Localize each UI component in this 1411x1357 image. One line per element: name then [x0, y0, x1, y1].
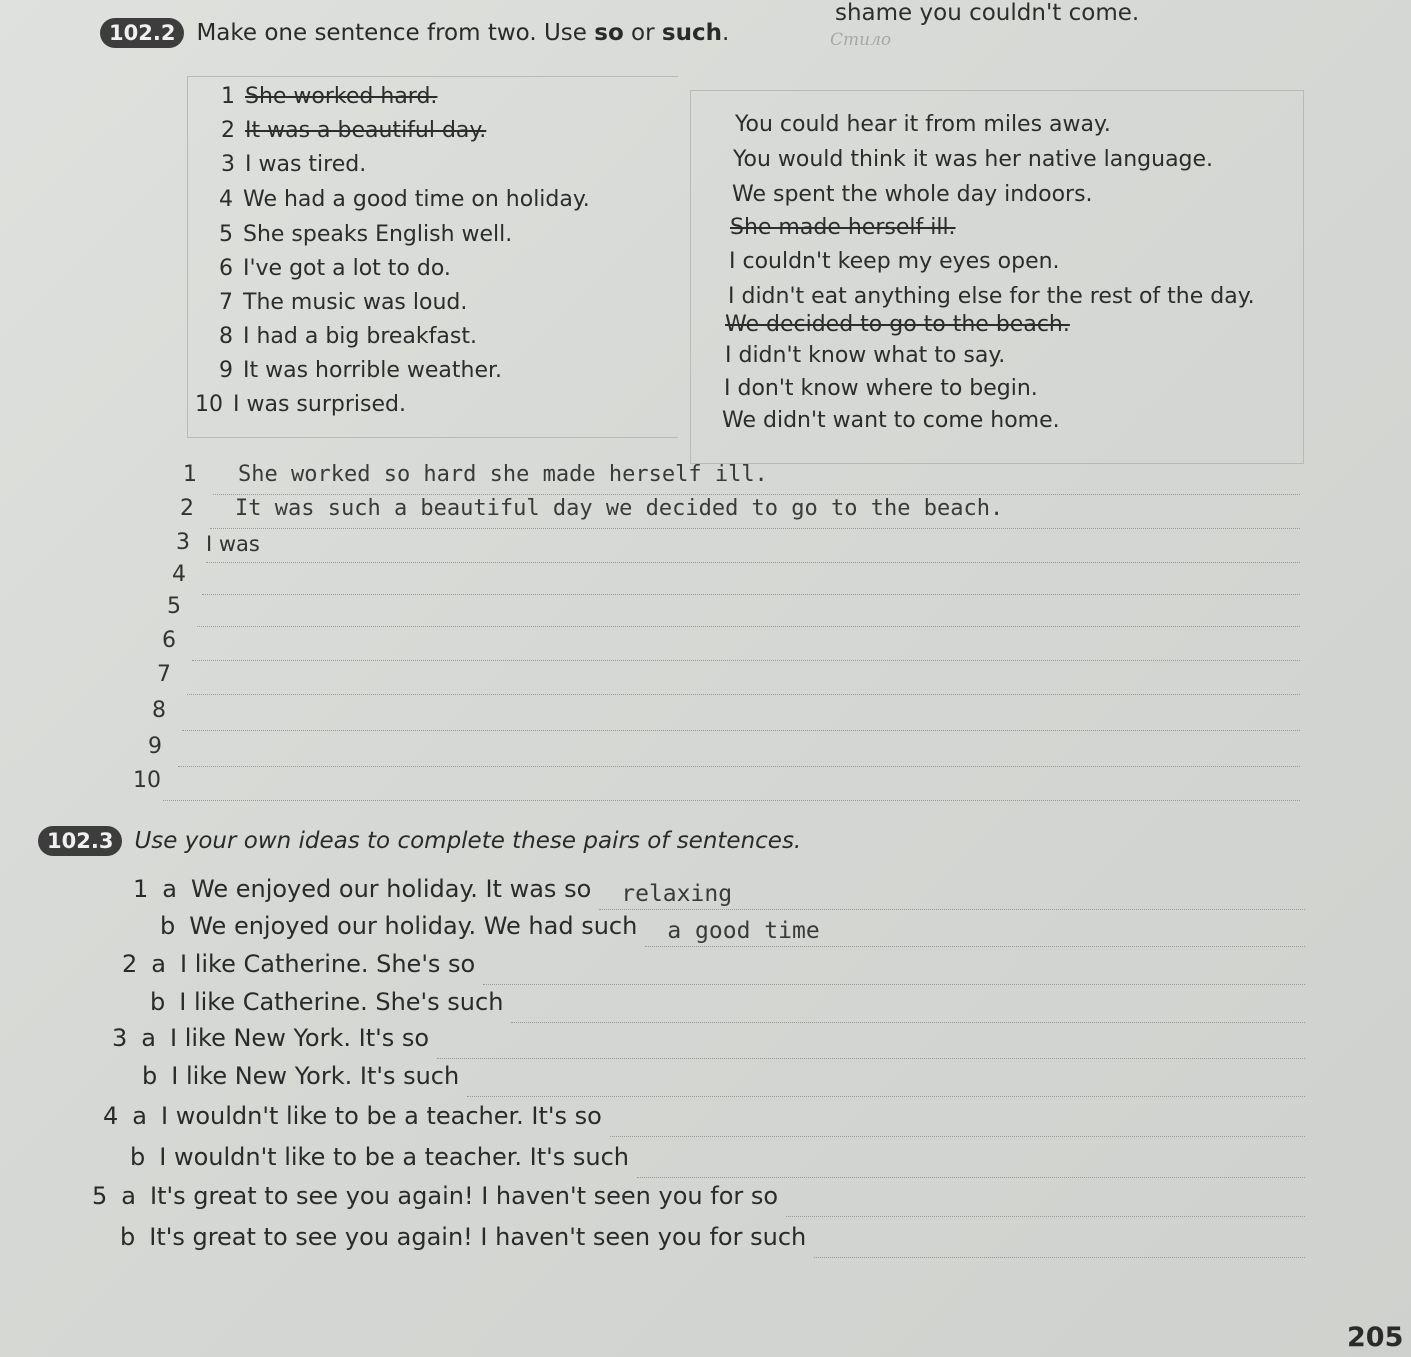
- item-letter: b: [150, 988, 166, 1016]
- left-sentence-8: [203, 324, 477, 349]
- pair-sentence-1: [133, 875, 591, 903]
- sentence-stem: I like Catherine. She's so: [180, 950, 476, 978]
- sentence-text: I was surprised.: [233, 392, 406, 417]
- sentence-stem: We enjoyed our holiday. We had such: [189, 912, 638, 940]
- handwritten-completion: a good time: [667, 918, 820, 944]
- answer-number-2: 2: [180, 496, 194, 521]
- item-number: 6: [219, 256, 233, 281]
- answer-number-3: 3: [176, 530, 190, 555]
- item-letter: a: [132, 1102, 147, 1130]
- pair-sentence-6: [142, 1062, 459, 1090]
- exercise-number-badge: 102.2: [100, 18, 184, 48]
- sentence-stem: I like Catherine. She's such: [179, 988, 504, 1016]
- pair-sentence-8: [130, 1143, 629, 1171]
- item-number: 4: [103, 1102, 119, 1130]
- left-sentence-1: [205, 84, 437, 109]
- pair-sentence-4: [150, 988, 503, 1016]
- answer-number-10: 10: [133, 768, 161, 793]
- item-number: 5: [92, 1182, 108, 1210]
- right-sentence-5: I couldn't keep my eyes open.: [729, 249, 1060, 274]
- item-letter: a: [162, 875, 177, 903]
- right-sentence-1: You could hear it from miles away.: [735, 112, 1111, 137]
- sentence-text: It was a beautiful day.: [245, 118, 487, 143]
- answer-line-1[interactable]: [213, 494, 1300, 495]
- printed-answer-start: I was: [206, 532, 260, 556]
- left-sentence-4: [203, 187, 590, 212]
- item-number: 7: [219, 290, 233, 315]
- right-sentence-10: We didn't want to come home.: [722, 408, 1060, 433]
- right-sentence-7: We decided to go to the beach.: [725, 312, 1070, 337]
- item-number: 2: [221, 118, 235, 143]
- left-sentence-5: [203, 222, 512, 247]
- pair-sentence-2: [160, 912, 637, 940]
- sentence-text: The music was loud.: [243, 290, 468, 315]
- item-number: 8: [219, 324, 233, 349]
- sentence-stem: I like New York. It's so: [170, 1024, 430, 1052]
- sentence-stem: I like New York. It's such: [171, 1062, 460, 1090]
- left-sentence-10: [193, 392, 406, 417]
- left-sentence-6: [203, 256, 451, 281]
- item-letter: b: [130, 1143, 146, 1171]
- answer-number-6: 6: [162, 628, 176, 653]
- sentence-text: It was horrible weather.: [243, 358, 502, 383]
- item-letter: b: [160, 912, 176, 940]
- item-letter: a: [151, 950, 166, 978]
- handwritten-completion: relaxing: [621, 881, 733, 907]
- answer-number-1: 1: [183, 462, 197, 487]
- completion-line-2[interactable]: [645, 946, 1305, 947]
- item-number: 3: [112, 1024, 128, 1052]
- answer-number-8: 8: [152, 698, 166, 723]
- left-sentence-9: [203, 358, 502, 383]
- answer-line-2[interactable]: [210, 528, 1300, 529]
- right-sentence-6: I didn't eat anything else for the rest of the day.: [728, 284, 1255, 309]
- sentence-text: She speaks English well.: [243, 222, 513, 247]
- item-number: 1: [221, 84, 235, 109]
- answer-line-10[interactable]: [163, 800, 1300, 801]
- answer-line-6[interactable]: [192, 660, 1300, 661]
- item-letter: b: [120, 1223, 136, 1251]
- answer-line-4[interactable]: [202, 594, 1300, 595]
- sentence-text: I've got a lot to do.: [243, 256, 451, 281]
- sentence-text: I had a big breakfast.: [243, 324, 477, 349]
- item-number: 4: [219, 187, 233, 212]
- answer-line-5[interactable]: [197, 626, 1300, 627]
- completion-line-9[interactable]: [786, 1216, 1305, 1217]
- completion-line-10[interactable]: [814, 1257, 1305, 1258]
- right-sentence-2: You would think it was her native language.: [733, 147, 1214, 172]
- pair-sentence-5: [112, 1024, 429, 1052]
- right-sentence-9: I don't know where to begin.: [724, 376, 1038, 401]
- pair-sentence-3: [122, 950, 475, 978]
- item-letter: b: [142, 1062, 158, 1090]
- item-number: 2: [122, 950, 138, 978]
- sentence-stem: It's great to see you again! I haven't seen you for such: [149, 1223, 807, 1251]
- exercise-instruction: Make one sentence from two. Use so or such.: [196, 20, 730, 46]
- exercise-header-102-2: [100, 18, 729, 48]
- completion-line-7[interactable]: [610, 1136, 1305, 1137]
- completion-line-6[interactable]: [467, 1096, 1305, 1097]
- exercise-header-102-3: [38, 826, 801, 856]
- answer-number-9: 9: [148, 734, 162, 759]
- completion-line-4[interactable]: [511, 1022, 1305, 1023]
- sentence-stem: I wouldn't like to be a teacher. It's such: [159, 1143, 629, 1171]
- item-number: 1: [133, 875, 149, 903]
- handwritten-answer: She worked so hard she made herself ill.: [238, 462, 768, 487]
- answer-line-7[interactable]: [187, 694, 1300, 695]
- answer-line-9[interactable]: [178, 766, 1300, 767]
- answer-line-8[interactable]: [182, 730, 1300, 731]
- sentence-stem: I wouldn't like to be a teacher. It's so: [161, 1102, 602, 1130]
- left-sentence-7: [203, 290, 467, 315]
- sentence-text: I was tired.: [245, 152, 367, 177]
- answer-line-3[interactable]: [206, 562, 1300, 563]
- pair-sentence-9: [92, 1182, 778, 1210]
- completion-line-3[interactable]: [483, 984, 1305, 985]
- answer-number-4: 4: [172, 562, 186, 587]
- previous-exercise-fragment: shame you couldn't come.: [835, 0, 1140, 26]
- right-sentence-8: I didn't know what to say.: [725, 343, 1006, 368]
- item-number: 9: [219, 358, 233, 383]
- sentence-stem: It's great to see you again! I haven't seen you for so: [150, 1182, 779, 1210]
- completion-line-1[interactable]: [599, 909, 1305, 910]
- pair-sentence-10: [120, 1223, 806, 1251]
- handwritten-answer: It was such a beautiful day we decided to go to the beach.: [235, 496, 1004, 521]
- item-number: 10: [195, 392, 223, 417]
- sentence-text: She worked hard.: [245, 84, 438, 109]
- completion-line-8[interactable]: [637, 1177, 1305, 1178]
- answer-number-7: 7: [157, 662, 171, 687]
- sentence-stem: We enjoyed our holiday. It was so: [191, 875, 592, 903]
- exercise-instruction: Use your own ideas to complete these pairs of sentences.: [134, 828, 802, 854]
- sentence-text: We had a good time on holiday.: [243, 187, 590, 212]
- item-number: 5: [219, 222, 233, 247]
- answer-number-5: 5: [167, 594, 181, 619]
- item-number: 3: [221, 152, 235, 177]
- completion-line-5[interactable]: [437, 1058, 1305, 1059]
- item-letter: a: [121, 1182, 136, 1210]
- pencil-note: Стило: [830, 30, 892, 50]
- item-letter: a: [141, 1024, 156, 1052]
- page-number: 205: [1347, 1322, 1404, 1353]
- pair-sentence-7: [103, 1102, 602, 1130]
- exercise-number-badge: 102.3: [38, 826, 122, 856]
- left-sentence-2: [205, 118, 486, 143]
- right-sentence-3: We spent the whole day indoors.: [732, 182, 1093, 207]
- right-sentence-4: She made herself ill.: [730, 215, 956, 240]
- left-sentence-3: [205, 152, 366, 177]
